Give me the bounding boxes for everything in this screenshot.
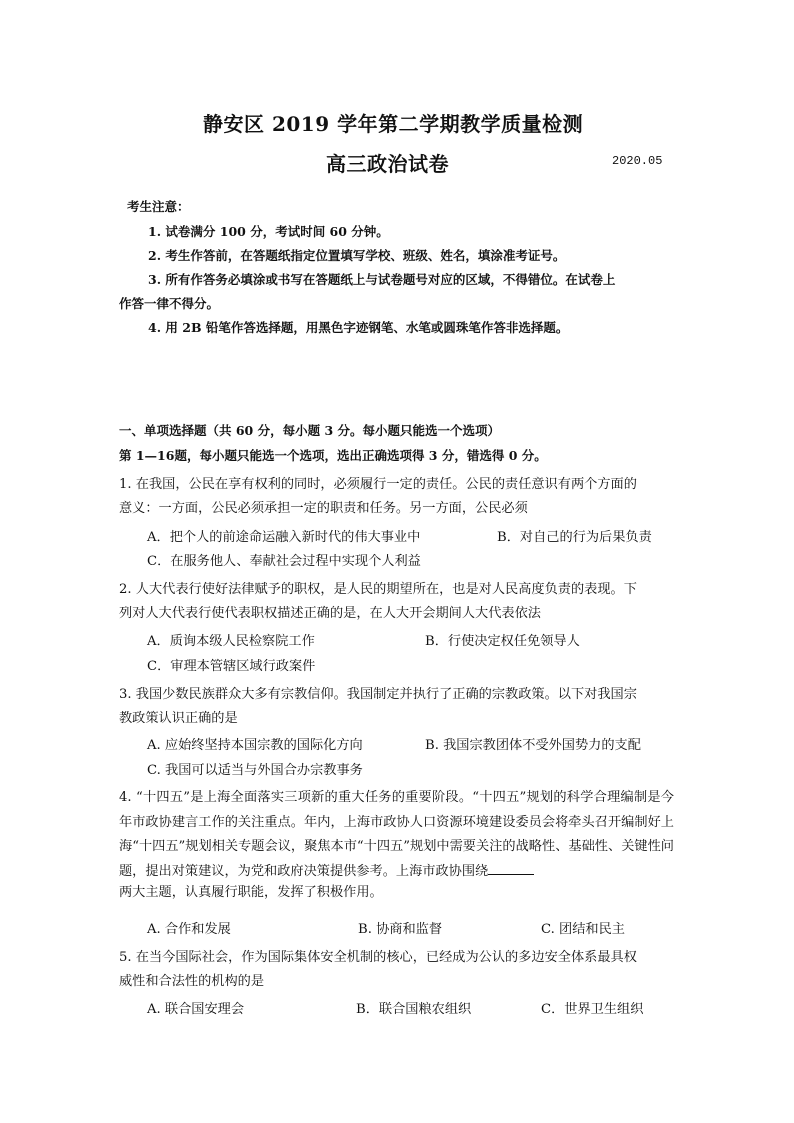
section-title: 一、单项选择题（共 60 分，每小题 3 分。每小题只能选一个选项） <box>119 423 501 438</box>
notice-item-3-cont: 作答一律不得分。 <box>119 296 220 311</box>
q5-option-c: C．世界卫生组织 <box>541 1002 644 1017</box>
q4-stem <box>119 786 674 884</box>
q5-option-b: B．联合国粮农组织 <box>356 1002 472 1017</box>
q2-line-2: 列对人大代表行使代表职权描述正确的是，在人大开会期间人大代表依法 <box>119 606 541 621</box>
q2-line-1: 2. 人大代表行使好法律赋予的职权，是人民的期望所在，也是对人民高度负责的表现。下 <box>119 582 637 597</box>
notice-item-1: 1. 试卷满分 100 分，考试时间 60 分钟。 <box>148 224 389 239</box>
notice-item-2: 2. 考生作答前，在答题纸指定位置填写学校、班级、姓名，填涂准考证号。 <box>148 248 566 263</box>
q1-option-a: A．把个人的前途命运融入新时代的伟大事业中 <box>147 530 421 545</box>
q2-option-a: A．质询本级人民检察院工作 <box>147 634 315 649</box>
q5-option-a: A. 联合国安理会 <box>147 1002 245 1017</box>
q4-option-a: A. 合作和发展 <box>147 922 231 937</box>
q5-line-2: 威性和合法性的机构的是 <box>119 974 265 989</box>
q4-option-b: B. 协商和监督 <box>358 922 443 937</box>
q3-line-1: 3. 我国少数民族群众大多有宗教信仰。我国制定并执行了正确的宗教政策。以下对我国宗 <box>119 687 637 702</box>
q3-option-b: B. 我国宗教团体不受外国势力的支配 <box>425 738 641 753</box>
q4-text: 4. “十四五”是上海全面落实三项新的重大任务的重要阶段。“十四五”规划的科学合理编制是今年市政协建言工作的关注重点。年内，上海市政协人口资源环境建设委员会将牵头召开编制好上海“十四五”规划相关专题会议，聚焦本市“十四五”规划中需要关注的战略性、基础性、关键性问题，提出对策建议，为党和政府决策提供参考。上海市政协围绕 <box>119 790 674 879</box>
q3-line-2: 教政策认识正确的是 <box>119 711 238 726</box>
exam-subtitle: 高三政治试卷 <box>326 152 449 176</box>
notice-item-4: 4. 用 2B 铅笔作答选择题，用黑色字迹钢笔、水笔或圆珠笔作答非选择题。 <box>148 320 569 335</box>
q3-option-a: A. 应始终坚持本国宗教的国际化方向 <box>147 738 363 753</box>
q2-option-c: C．审理本管辖区域行政案件 <box>147 659 316 674</box>
q1-line-1: 1. 在我国，公民在享有权利的同时，必须履行一定的责任。公民的责任意识有两个方面的 <box>119 477 637 492</box>
q1-line-2: 意义：一方面，公民必须承担一定的职责和任务。另一方面，公民必须 <box>119 501 528 516</box>
q4-tail: 两大主题，认真履行职能，发挥了积极作用。 <box>119 885 383 900</box>
q1-option-b: B．对自己的行为后果负责 <box>497 530 652 545</box>
exam-date: 2020.05 <box>612 154 663 168</box>
q5-line-1: 5. 在当今国际社会，作为国际集体安全机制的核心，已经成为公认的多边安全体系最具权 <box>119 950 637 965</box>
q2-option-b: B．行使决定权任免领导人 <box>425 634 580 649</box>
q3-option-c: C. 我国可以适当与外国合办宗教事务 <box>147 763 363 778</box>
q1-option-c: C．在服务他人、奉献社会过程中实现个人利益 <box>147 554 421 569</box>
q4-answer-blank <box>488 860 534 875</box>
section-instruction: 第 1—16题，每小题只能选一个选项，选出正确选项得 3 分，错选得 0 分。 <box>119 448 547 463</box>
notice-item-3: 3. 所有作答务必填涂或书写在答题纸上与试卷题号对应的区域，不得错位。在试卷上 <box>148 272 616 287</box>
q4-option-c: C. 团结和民主 <box>541 922 625 937</box>
notice-heading: 考生注意： <box>127 199 190 214</box>
exam-title: 静安区 2019 学年第二学期教学质量检测 <box>203 112 584 136</box>
